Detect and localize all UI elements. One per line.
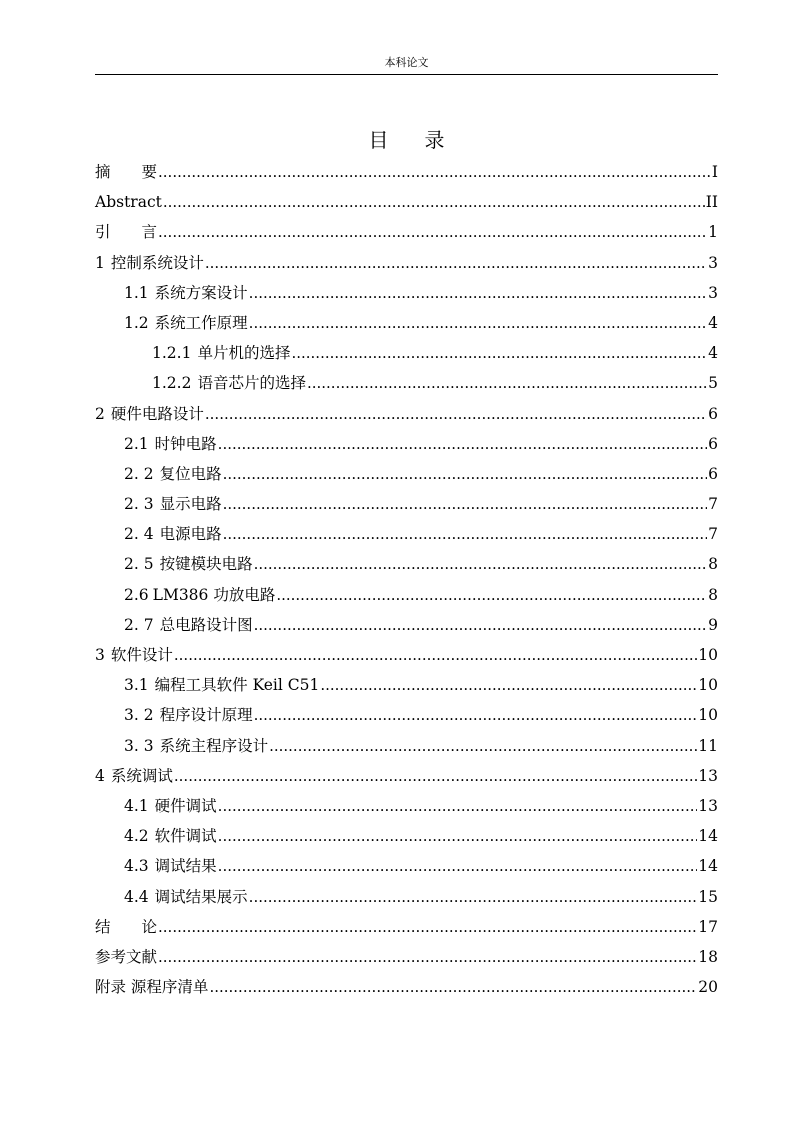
toc-entry-text: 软件设计 <box>110 646 173 664</box>
toc-entry[interactable] <box>95 821 718 851</box>
toc-entry-number: 2. 3 <box>124 495 154 514</box>
toc-leader-dots <box>254 549 708 579</box>
toc-page-number: II <box>705 193 718 212</box>
toc-entry-text: 程序设计原理 <box>159 706 253 725</box>
toc-entry-text: 按键模块电路 <box>159 555 253 574</box>
toc-entry-number: 2. 5 <box>124 555 154 574</box>
toc-entry[interactable] <box>95 248 718 278</box>
toc-leader-dots <box>254 610 708 640</box>
toc-leader-dots <box>291 338 707 368</box>
toc-leader-dots <box>158 942 697 972</box>
toc-entry-text: 硬件调试 <box>154 796 217 815</box>
toc-page-number: 10 <box>698 706 718 725</box>
toc-entry-text: 软件调试 <box>154 827 217 846</box>
toc-leader-dots <box>174 761 697 791</box>
toc-entry[interactable] <box>95 368 718 398</box>
toc-leader-dots <box>276 580 707 610</box>
table-of-contents <box>95 157 718 1002</box>
toc-page-number: 20 <box>698 978 718 997</box>
toc-leader-dots <box>218 851 698 881</box>
toc-entry-number: 2 <box>95 404 105 423</box>
toc-entry[interactable] <box>95 429 718 459</box>
toc-entry-number: 1.2.1 <box>152 344 192 363</box>
toc-entry[interactable] <box>95 338 718 368</box>
toc-page-number: 5 <box>708 374 718 393</box>
toc-leader-dots <box>158 912 697 942</box>
toc-entry[interactable] <box>95 640 718 670</box>
toc-page-number: 10 <box>698 646 718 664</box>
toc-leader-dots <box>249 278 707 308</box>
toc-entry-text: 调试结果展示 <box>154 887 248 906</box>
toc-entry-number: 4.4 <box>124 887 149 906</box>
toc-entry[interactable] <box>95 610 718 640</box>
toc-page-number: 11 <box>698 736 718 755</box>
toc-page-number: 7 <box>708 495 718 514</box>
toc-entry-number: 4.2 <box>124 827 149 846</box>
toc-leader-dots <box>174 640 697 670</box>
toc-page-number: 6 <box>708 404 718 423</box>
toc-entry-text: 调试结果 <box>154 857 217 876</box>
toc-entry-number: 1.2 <box>124 313 149 332</box>
toc-entry-number: 2. 7 <box>124 615 154 634</box>
toc-entry-text: 结 论 <box>95 917 158 936</box>
toc-entry-number: 2.1 <box>124 434 149 453</box>
toc-entry-text: 摘 要 <box>95 163 158 181</box>
toc-page-number: 1 <box>708 223 718 242</box>
toc-page-number: 13 <box>698 796 718 815</box>
toc-page-number: 6 <box>708 464 718 483</box>
toc-entry-text: 显示电路 <box>159 495 222 514</box>
toc-entry-number: 3. 2 <box>124 706 154 725</box>
toc-entry[interactable] <box>95 187 718 217</box>
toc-entry-text: 硬件电路设计 <box>110 404 204 423</box>
toc-page-number: 17 <box>698 917 718 936</box>
toc-entry-text: LM386 功放电路 <box>152 585 276 604</box>
toc-leader-dots <box>218 791 698 821</box>
toc-entry[interactable] <box>95 549 718 579</box>
toc-entry[interactable] <box>95 399 718 429</box>
toc-page-number: 7 <box>708 525 718 544</box>
toc-entry-number: 3 <box>95 646 105 664</box>
toc-entry-number: 2. 2 <box>124 464 154 483</box>
header-rule <box>95 74 718 75</box>
toc-title-char-2: 录 <box>424 128 445 152</box>
toc-leader-dots <box>254 700 698 730</box>
toc-entry-text: 总电路设计图 <box>159 615 253 634</box>
toc-entry-text: 参考文献 <box>95 947 158 966</box>
toc-title <box>95 127 718 153</box>
toc-page-number: 14 <box>698 857 718 876</box>
toc-entry-text: 系统调试 <box>110 766 173 785</box>
toc-page-number: 15 <box>698 887 718 906</box>
toc-leader-dots <box>307 368 707 398</box>
toc-entry[interactable] <box>95 580 718 610</box>
toc-entry[interactable] <box>95 851 718 881</box>
toc-entry-number: 1.2.2 <box>152 374 192 393</box>
toc-leader-dots <box>158 157 711 187</box>
toc-entry-number: 4 <box>95 766 105 785</box>
toc-page-number: 10 <box>698 676 718 695</box>
toc-leader-dots <box>158 217 707 247</box>
toc-leader-dots <box>218 429 707 459</box>
toc-leader-dots <box>205 248 707 278</box>
toc-entry[interactable] <box>95 731 718 761</box>
toc-entry[interactable] <box>95 761 718 791</box>
toc-entry-text: 语音芯片的选择 <box>197 374 306 393</box>
toc-title-char-1: 目 <box>368 128 389 152</box>
toc-entry-text: 复位电路 <box>159 464 222 483</box>
toc-entry[interactable] <box>95 912 718 942</box>
toc-entry[interactable] <box>95 217 718 247</box>
toc-leader-dots <box>205 399 707 429</box>
toc-leader-dots <box>249 882 698 912</box>
toc-leader-dots <box>218 821 698 851</box>
toc-entry[interactable] <box>95 308 718 338</box>
toc-entry-text: 系统主程序设计 <box>159 736 269 755</box>
toc-entry-text: Abstract <box>95 193 162 212</box>
toc-entry[interactable] <box>95 278 718 308</box>
toc-entry[interactable] <box>95 791 718 821</box>
toc-entry-text: 单片机的选择 <box>197 344 291 363</box>
toc-page-number: 8 <box>708 585 718 604</box>
toc-page-number: 4 <box>708 344 718 363</box>
toc-entry-text: 引 言 <box>95 223 158 242</box>
toc-entry-text: 控制系统设计 <box>110 253 204 272</box>
toc-page-number: 4 <box>708 313 718 332</box>
toc-entry-number: 2.6 <box>124 585 149 604</box>
toc-entry[interactable] <box>95 882 718 912</box>
toc-page-number: 3 <box>708 253 718 272</box>
toc-page-number: I <box>711 163 718 181</box>
toc-entry-number: 1 <box>95 253 105 272</box>
toc-leader-dots <box>209 972 697 1002</box>
toc-page-number: 18 <box>698 947 718 966</box>
toc-entry-number: 3. 3 <box>124 736 154 755</box>
toc-entry-number: 2. 4 <box>124 525 154 544</box>
toc-entry[interactable] <box>95 459 718 489</box>
toc-leader-dots <box>223 489 708 519</box>
toc-entry-text: 系统工作原理 <box>154 313 248 332</box>
toc-entry[interactable] <box>95 519 718 549</box>
toc-page-number: 6 <box>708 434 718 453</box>
toc-entry[interactable] <box>95 972 718 1002</box>
toc-page-number: 9 <box>708 615 718 634</box>
toc-page-number: 3 <box>708 283 718 302</box>
toc-entry-number: 4.1 <box>124 796 149 815</box>
toc-entry[interactable] <box>95 157 718 187</box>
toc-entry[interactable] <box>95 670 718 700</box>
toc-leader-dots <box>223 459 708 489</box>
toc-entry-text: 附录 源程序清单 <box>95 978 209 997</box>
toc-page-number: 8 <box>708 555 718 574</box>
toc-leader-dots <box>163 187 705 217</box>
toc-leader-dots <box>249 308 707 338</box>
toc-entry-text: 时钟电路 <box>154 434 217 453</box>
toc-entry-text: 编程工具软件 Keil C51 <box>154 676 320 695</box>
toc-entry[interactable] <box>95 700 718 730</box>
toc-entry-text: 系统方案设计 <box>154 283 248 302</box>
toc-leader-dots <box>269 731 697 761</box>
running-header: 本科论文 <box>384 56 429 69</box>
toc-entry[interactable] <box>95 942 718 972</box>
toc-entry-number: 3.1 <box>124 676 149 695</box>
toc-page-number: 14 <box>698 827 718 846</box>
toc-leader-dots <box>320 670 697 700</box>
toc-entry-number: 1.1 <box>124 283 149 302</box>
toc-entry-number: 4.3 <box>124 857 149 876</box>
toc-entry-text: 电源电路 <box>159 525 222 544</box>
toc-page-number: 13 <box>698 766 718 785</box>
toc-entry[interactable] <box>95 489 718 519</box>
toc-leader-dots <box>223 519 708 549</box>
